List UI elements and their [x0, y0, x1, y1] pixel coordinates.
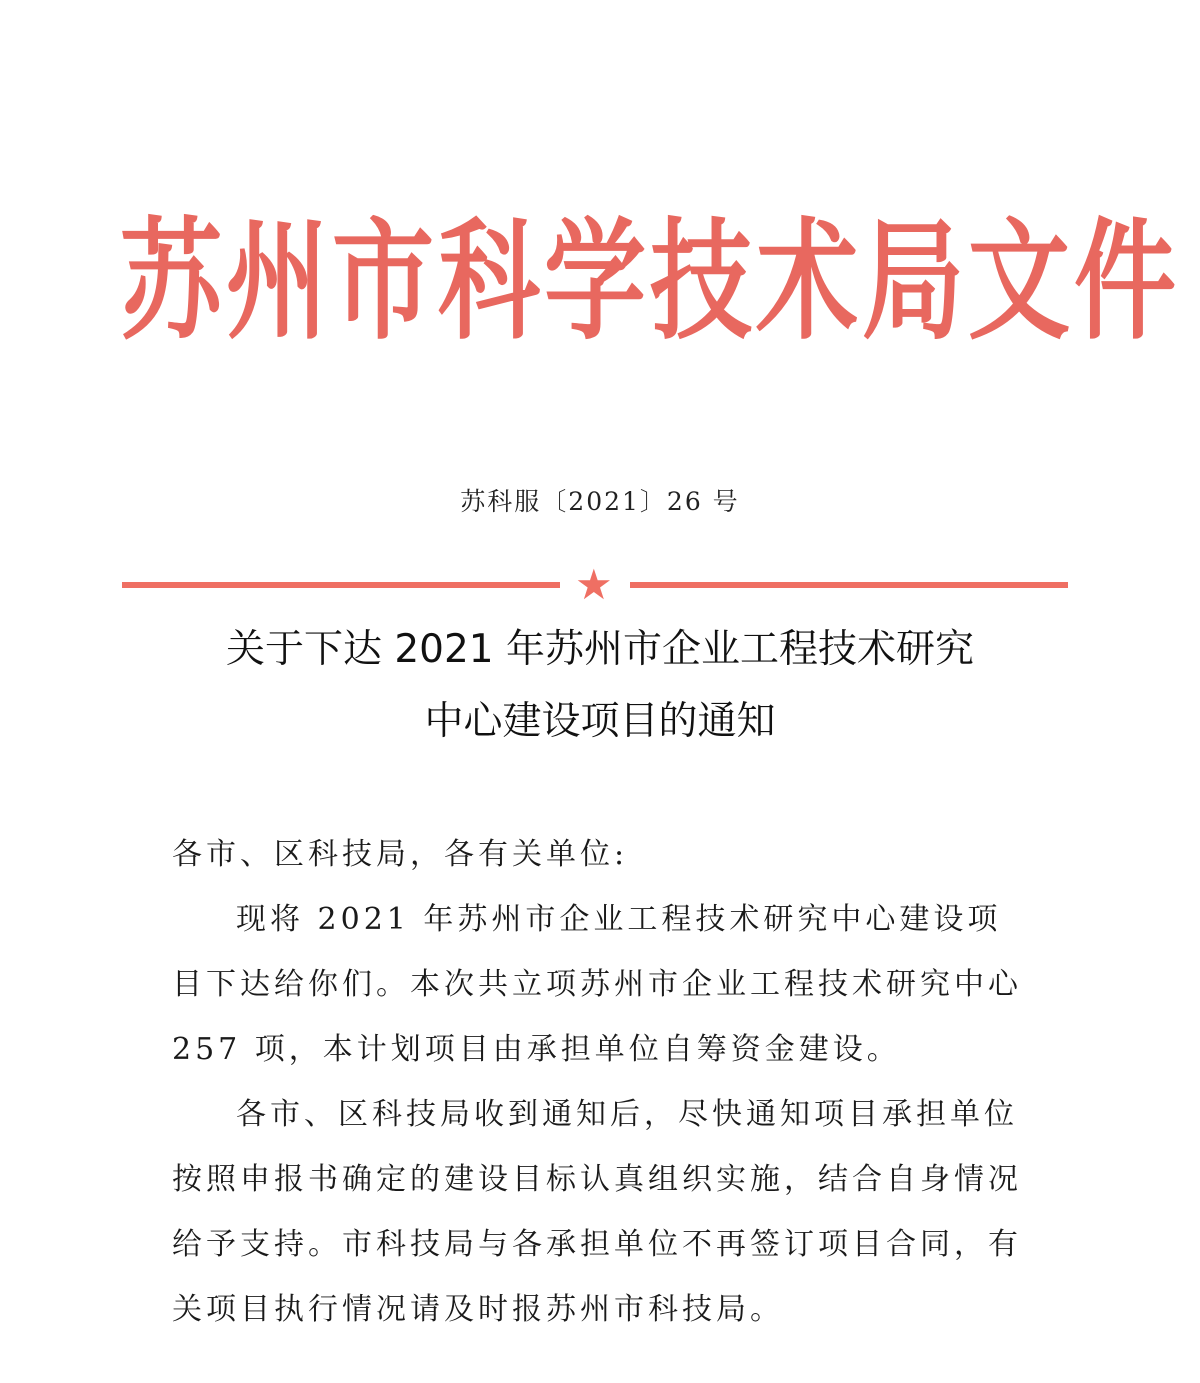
document-number: 苏科服〔2021〕26 号: [460, 487, 740, 516]
masthead-title: 苏州市科学技术局文件: [120, 206, 1180, 359]
red-divider: [122, 560, 1068, 609]
star-icon: ★: [575, 560, 613, 609]
body-paragraph: 现将 2021 年苏州市企业工程技术研究中心建设项目下达给你们。本次共立项苏州市企业工程技术研究中心 257 项，本计划项目由承担单位自筹资金建设。: [172, 902, 1022, 1067]
body-paragraph: 各市、区科技局收到通知后，尽快通知项目承担单位按照申报书确定的建设目标认真组织实施，结合自身情况给予支持。市科技局与各承担单位不再签订项目合同，有关项目执行情况请及时报苏州市科技局。: [172, 1097, 1022, 1327]
notice-title-line-1: 关于下达 2021 年苏州市企业工程技术研究: [225, 627, 975, 672]
notice-body: [172, 822, 1028, 1342]
divider-rule-right: [630, 582, 1068, 588]
notice-title-line-2: 中心建设项目的通知: [424, 699, 776, 744]
divider-rule-left: [122, 582, 560, 588]
salutation: 各市、区科技局，各有关单位:: [172, 837, 629, 872]
notice-title: [120, 614, 1080, 758]
